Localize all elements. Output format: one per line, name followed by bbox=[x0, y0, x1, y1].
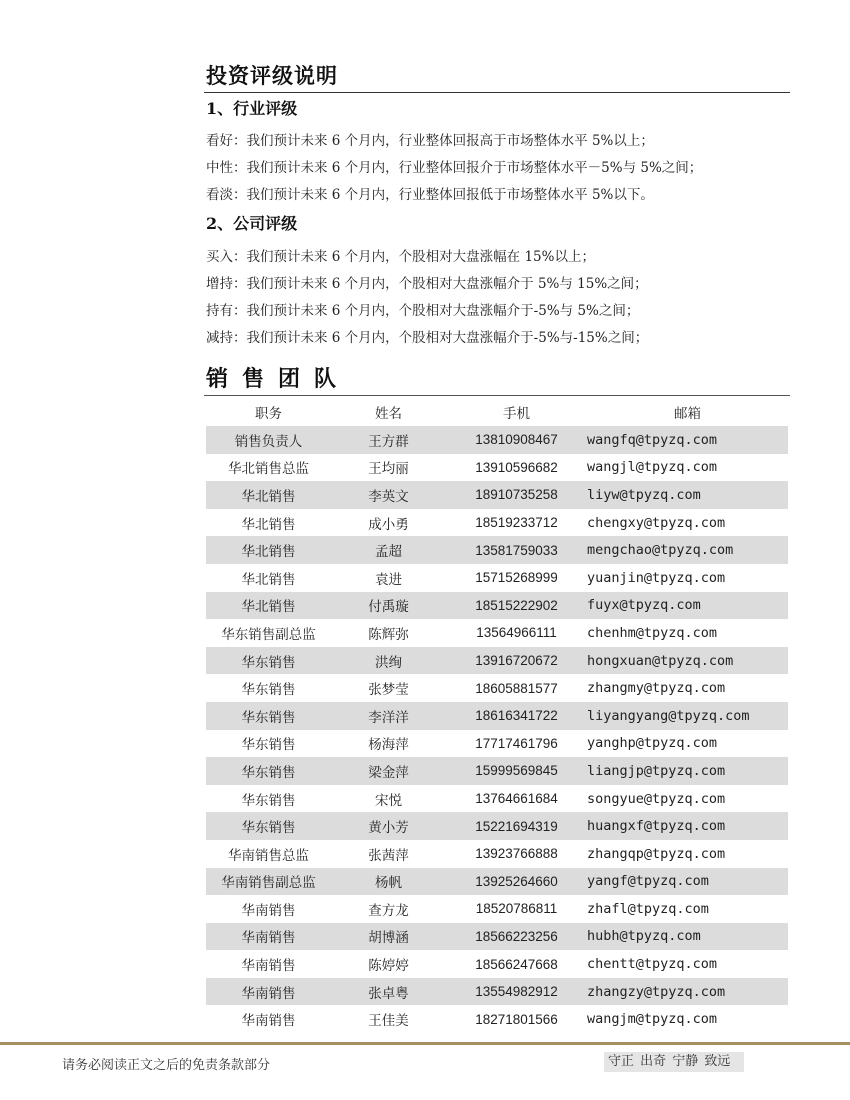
cell-phone: 13581759033 bbox=[446, 536, 587, 564]
cell-role: 华南销售总监 bbox=[228, 847, 309, 864]
cell-name: 王方群 bbox=[331, 426, 446, 454]
cell-name: 查方龙 bbox=[368, 902, 409, 919]
cell-email[interactable]: huangxf@tpyzq.com bbox=[587, 812, 788, 840]
company-rating-line: 持有：我们预计未来 6 个月内，个股相对大盘涨幅介于-5%与 5%之间； bbox=[206, 303, 640, 319]
cell-name: 李英文 bbox=[331, 481, 446, 509]
table-header-row bbox=[206, 397, 788, 426]
sales-team-title: 销售团队 bbox=[206, 366, 351, 392]
cell-phone: 13916720672 bbox=[446, 647, 587, 675]
cell-role: 华南销售 bbox=[241, 902, 296, 919]
team-divider bbox=[204, 395, 790, 396]
cell-email[interactable]: chenhm@tpyzq.com bbox=[587, 624, 718, 641]
cell-name: 胡博涵 bbox=[331, 923, 446, 951]
cell-phone: 13925264660 bbox=[446, 868, 587, 896]
column-header-role: 职务 bbox=[255, 405, 282, 422]
cell-name: 孟超 bbox=[331, 536, 446, 564]
cell-name: 成小勇 bbox=[368, 516, 409, 533]
cell-email[interactable]: zhangmy@tpyzq.com bbox=[587, 680, 726, 697]
cell-email[interactable]: zhangzy@tpyzq.com bbox=[587, 978, 788, 1006]
cell-email[interactable]: liangjp@tpyzq.com bbox=[587, 757, 788, 785]
table-row bbox=[206, 1005, 788, 1033]
cell-role: 华东销售 bbox=[241, 682, 296, 699]
cell-name: 陈婷婷 bbox=[368, 958, 409, 975]
company-rating-line: 增持：我们预计未来 6 个月内，个股相对大盘涨幅介于 5%与 15%之间； bbox=[206, 276, 648, 292]
cell-name: 宋悦 bbox=[375, 792, 402, 809]
cell-name: 张茜萍 bbox=[368, 847, 409, 864]
rating-section-title: 投资评级说明 bbox=[206, 63, 338, 88]
cell-name: 王均丽 bbox=[368, 461, 409, 478]
table-row bbox=[206, 785, 788, 813]
cell-role: 华南销售副总监 bbox=[206, 868, 331, 896]
cell-role: 华南销售 bbox=[241, 1013, 296, 1030]
table-row bbox=[206, 619, 788, 647]
table-row bbox=[206, 702, 788, 730]
table-row bbox=[206, 812, 788, 840]
cell-email[interactable]: liyangyang@tpyzq.com bbox=[587, 702, 788, 730]
cell-email[interactable]: yangf@tpyzq.com bbox=[587, 868, 788, 896]
footer-motto: 守正 出奇 宁静 致远 bbox=[604, 1052, 744, 1072]
cell-email[interactable]: wangjm@tpyzq.com bbox=[587, 1011, 718, 1028]
table-row bbox=[206, 978, 788, 1006]
cell-role: 华北销售 bbox=[206, 536, 331, 564]
table-row bbox=[206, 730, 788, 758]
cell-name: 李洋洋 bbox=[331, 702, 446, 730]
cell-phone: 18616341722 bbox=[446, 702, 587, 730]
cell-phone: 18566223256 bbox=[446, 923, 587, 951]
sales-team-body bbox=[206, 426, 788, 1033]
cell-email[interactable]: hubh@tpyzq.com bbox=[587, 923, 788, 951]
cell-email[interactable]: hongxuan@tpyzq.com bbox=[587, 647, 788, 675]
footer-divider bbox=[0, 1042, 850, 1045]
cell-role: 华东销售 bbox=[206, 702, 331, 730]
table-row bbox=[206, 426, 788, 454]
cell-phone: 15715268999 bbox=[475, 570, 558, 586]
cell-role: 华南销售 bbox=[206, 923, 331, 951]
cell-name: 张梦莹 bbox=[368, 682, 409, 699]
cell-phone: 13923766888 bbox=[475, 846, 558, 862]
cell-role: 华东销售 bbox=[206, 647, 331, 675]
cell-name: 梁金萍 bbox=[331, 757, 446, 785]
table-row bbox=[206, 564, 788, 592]
table-row bbox=[206, 647, 788, 675]
company-rating-heading: 2、公司评级 bbox=[206, 214, 298, 233]
cell-email[interactable]: wangfq@tpyzq.com bbox=[587, 426, 788, 454]
cell-role: 华北销售 bbox=[241, 516, 296, 533]
cell-role: 华东销售 bbox=[206, 812, 331, 840]
cell-phone: 15221694319 bbox=[446, 812, 587, 840]
table-row bbox=[206, 895, 788, 923]
cell-name: 王佳美 bbox=[368, 1013, 409, 1030]
cell-phone: 18271801566 bbox=[475, 1011, 558, 1027]
cell-phone: 13764661684 bbox=[475, 791, 558, 807]
cell-name: 杨帆 bbox=[331, 868, 446, 896]
table-row bbox=[206, 868, 788, 896]
table-row bbox=[206, 481, 788, 509]
table-row bbox=[206, 509, 788, 537]
table-row bbox=[206, 674, 788, 702]
industry-rating-heading: 1、行业评级 bbox=[206, 99, 298, 118]
cell-role: 华东销售 bbox=[206, 757, 331, 785]
cell-email[interactable]: liyw@tpyzq.com bbox=[587, 481, 788, 509]
industry-rating-line: 看好：我们预计未来 6 个月内，行业整体回报高于市场整体水平 5%以上； bbox=[206, 133, 654, 149]
cell-role: 华东销售 bbox=[241, 792, 296, 809]
table-row bbox=[206, 950, 788, 978]
title-divider bbox=[204, 92, 790, 93]
cell-name: 洪绚 bbox=[331, 647, 446, 675]
cell-phone: 13810908467 bbox=[446, 426, 587, 454]
cell-email[interactable]: yuanjin@tpyzq.com bbox=[587, 569, 726, 586]
cell-name: 杨海萍 bbox=[368, 737, 409, 754]
cell-email[interactable]: wangjl@tpyzq.com bbox=[587, 459, 718, 476]
table-row bbox=[206, 592, 788, 620]
cell-name: 袁进 bbox=[375, 571, 402, 588]
table-row bbox=[206, 757, 788, 785]
cell-phone: 18566247668 bbox=[475, 956, 558, 972]
table-row bbox=[206, 840, 788, 868]
cell-role: 华北销售 bbox=[206, 592, 331, 620]
cell-email[interactable]: mengchao@tpyzq.com bbox=[587, 536, 788, 564]
cell-email[interactable]: chentt@tpyzq.com bbox=[587, 956, 718, 973]
cell-email[interactable]: fuyx@tpyzq.com bbox=[587, 592, 788, 620]
cell-role: 华南销售 bbox=[206, 978, 331, 1006]
company-rating-line: 减持：我们预计未来 6 个月内，个股相对大盘涨幅介于-5%与-15%之间； bbox=[206, 330, 649, 346]
table-row bbox=[206, 923, 788, 951]
cell-phone: 17717461796 bbox=[475, 735, 558, 751]
cell-name: 张卓粤 bbox=[331, 978, 446, 1006]
footer-disclaimer: 请务必阅读正文之后的免责条款部分 bbox=[62, 1058, 271, 1073]
cell-role: 华南销售 bbox=[241, 958, 296, 975]
industry-rating-line: 中性：我们预计未来 6 个月内，行业整体回报介于市场整体水平－5%与 5%之间； bbox=[206, 160, 703, 176]
cell-role: 华北销售总监 bbox=[228, 461, 309, 478]
cell-phone: 18910735258 bbox=[446, 481, 587, 509]
cell-name: 陈辉弥 bbox=[368, 626, 409, 643]
table-row bbox=[206, 536, 788, 564]
cell-role: 华东销售副总监 bbox=[221, 626, 316, 643]
sales-team-table bbox=[206, 397, 788, 1033]
cell-name: 付禹璇 bbox=[331, 592, 446, 620]
column-header-phone: 手机 bbox=[503, 405, 530, 422]
cell-phone: 18605881577 bbox=[475, 680, 558, 696]
cell-email[interactable]: chengxy@tpyzq.com bbox=[587, 514, 726, 531]
cell-email[interactable]: zhangqp@tpyzq.com bbox=[587, 845, 726, 862]
cell-role: 华北销售 bbox=[241, 571, 296, 588]
cell-phone: 18515222902 bbox=[446, 592, 587, 620]
cell-email[interactable]: songyue@tpyzq.com bbox=[587, 790, 726, 807]
cell-phone: 15999569845 bbox=[446, 757, 587, 785]
table-row bbox=[206, 454, 788, 482]
cell-phone: 13910596682 bbox=[475, 459, 558, 475]
company-rating-line: 买入：我们预计未来 6 个月内，个股相对大盘涨幅在 15%以上； bbox=[206, 249, 595, 265]
cell-name: 黄小芳 bbox=[331, 812, 446, 840]
cell-email[interactable]: yanghp@tpyzq.com bbox=[587, 735, 718, 752]
column-header-email: 邮箱 bbox=[674, 405, 701, 422]
cell-phone: 18520786811 bbox=[475, 901, 558, 917]
cell-email[interactable]: zhafl@tpyzq.com bbox=[587, 900, 709, 917]
cell-role: 销售负责人 bbox=[206, 426, 331, 454]
cell-phone: 18519233712 bbox=[475, 515, 558, 531]
cell-phone: 13554982912 bbox=[446, 978, 587, 1006]
cell-phone: 13564966111 bbox=[476, 625, 557, 641]
column-header-name: 姓名 bbox=[375, 405, 402, 422]
cell-role: 华北销售 bbox=[206, 481, 331, 509]
industry-rating-line: 看淡：我们预计未来 6 个月内，行业整体回报低于市场整体水平 5%以下。 bbox=[206, 187, 654, 203]
cell-role: 华东销售 bbox=[241, 737, 296, 754]
